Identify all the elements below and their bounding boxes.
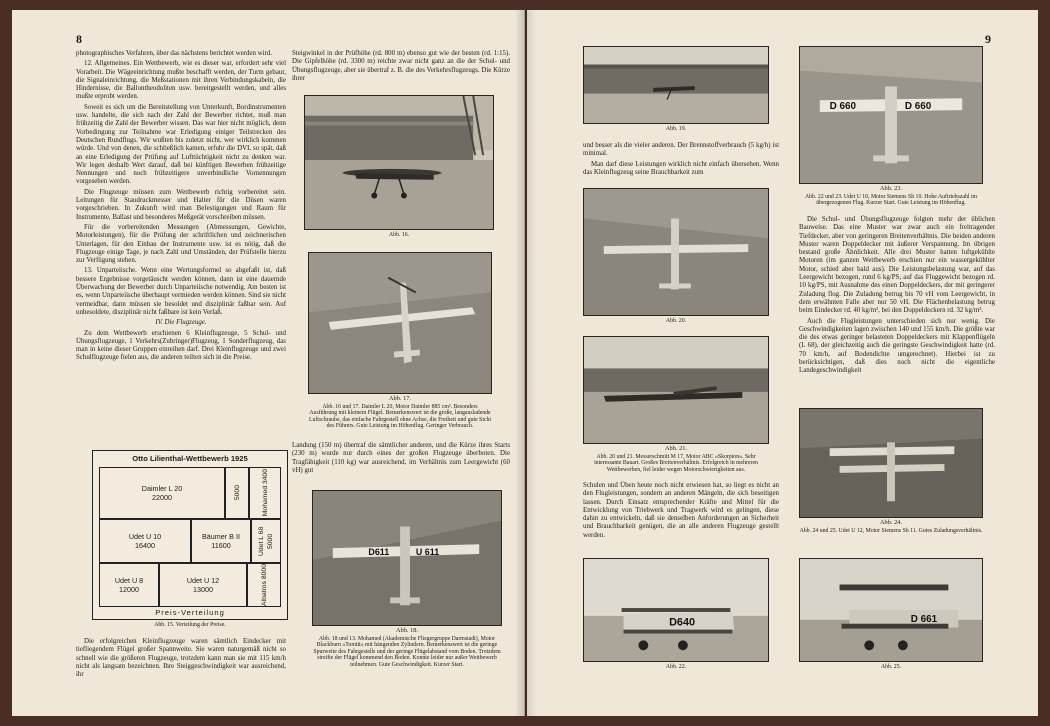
paragraph: Steigwinkel in der Prüfhöhe (rd. 800 m) ebenso gut wie der besten (rd. 1:15). Die Gipfelhöhe (rd. 3300 m) reichte zwar nicht ganz an die der Schul- und Übungsflugzeuge, aber sie übertraf z. B. die des Verkehrsflugzeugs. Die Kürze ihrer	[292, 50, 510, 82]
registration-mark: D611	[368, 547, 390, 558]
caption-text: Abb. 18 und 13. Mohamed (Akademische Fliegergruppe Darmstadt), Motor Blackburn »Tomtit« mit hängenden Zylindern. Bemerkenswert ist die geringe Spurweite des Fahrgestells und der geringe Flügelabstand vom Boden. Trotzdem streifte der Flügel kommend den Boden. Konnte leider nur außer Wettbewerb teilnehmen. Gute Geschwindigkeit. Kurzer Start.	[313, 635, 501, 668]
page-number: 9	[985, 32, 991, 46]
right-page	[527, 10, 1038, 716]
prize-cell: Udet U 8 12000	[99, 563, 159, 607]
figure-number: Abb. 21.	[664, 445, 688, 452]
figure-caption	[312, 628, 502, 669]
registration-mark: U 611	[415, 547, 440, 558]
paragraph: 12. Allgemeines. Ein Wettbewerb, wie es dieser war, erfordert sehr viel Vorarbeit. Die Wägeeinrichtung mußte beschafft werden, der Turm gebaut, die Signaleinrichtung, die Meßstationen mit ihren Verbindungskabeln, die Hindernisse, die Ballontheodoliten usw. bereitgestellt werden, und alles mußte erprobt werden.	[76, 60, 286, 101]
figure-number: Abb. 18.	[395, 627, 419, 634]
registration-mark: D640	[669, 616, 696, 629]
prize-distribution-chart	[92, 450, 288, 620]
chart-footer: Preis-Verteilung	[155, 608, 225, 617]
paragraph: und besser als die vieler anderen. Der Brennstoffverbrauch (5 kg/h) ist minimal.	[583, 142, 779, 158]
prize-cell: Daimler L 20 22000	[99, 467, 225, 519]
prize-cell: Bäumer B II 11600	[191, 519, 251, 563]
prize-cell: Albatros 8000	[247, 563, 281, 607]
caption-text: Abb. 22 und 23. Udet U 10, Motor Siemens Sh 10. Hohe Auftriebszahl im übergezogenen Flug. Kurzer Start. Gute Leistung im Höhenflug.	[804, 193, 978, 207]
left-column-2-top	[292, 50, 510, 85]
right-column-2	[799, 216, 995, 378]
prize-cell: Udet L 68 5000	[251, 519, 281, 563]
paragraph: Soweit es sich um die Bereitstellung von Unterkunft, Bordinstrumenten usw. handelte, die sich nach der Zahl der Bewerber richtet, muß man frühzeitig die Zahl der Bewerber wissen. Das war hier nicht möglich, denn Vorbedingung zur Teilnahme war Erledigung einiger Teilstrecken des Deutschen Rundflugs. Wir wußten bis zuletzt nicht, wer wirklich kommen würde. Und von denen, die schließlich kamen, erfuhr die DVL so spät, daß an eine Erledigung der Prüfung auf Lufttüchtigkeit nicht zu denken war. Wir legen deshalb Wert darauf, daß bei künftigen Bewerben frühzeitige Nennungen und noch frühzeitigere unverbindliche Vornennungen vorgesehen werden.	[76, 103, 286, 186]
photo-fig23	[799, 46, 983, 184]
paragraph: Zu dem Wettbewerb erschienen 6 Kleinflugzeuge, 5 Schul- und Übungsflugzeuge, 1 Verkehrs(Zubringer)Flugzeug, 1 Sonderflugzeug, das man in keine dieser Gruppen einreihen darf. Drei Kleinflugzeuge und zwei Schulflugzeuge fielen aus, die anderen teilten sich in die Preise.	[76, 329, 286, 362]
prize-cell: Mohamed 3400	[249, 467, 281, 519]
caption-text: Abb. 24 und 25. Udet U 12, Motor Siemens Sh 11. Gutes Zuladungsverhältnis.	[799, 527, 983, 534]
figure-number: Abb. 17.	[388, 395, 412, 402]
chart-title: Otto Lilienthal-Wettbewerb 1925	[132, 454, 248, 463]
paragraph: Die erfolgreichen Kleinflugzeuge waren sämtlich Eindecker mit tiefliegendem Flügel großer Spannweite. Sie waren naturgemäß nicht so schnell wie die größeren Flugzeuge, trotzdem kann man sie mit 115 km/h nicht als langsam bezeichnen. Ihre Steiggeschwindigkeit war ausreichend, ihr	[76, 638, 286, 679]
caption-text: Abb. 16 und 17. Daimler L 20, Motor Daimler 885 cm³. Besonders Ausführung mit kleinem Flügel. Bemerkenswert ist die große, langausladende Luftschraube, das einfache Fahrgestell ohne Achse, die Freiheit und gute Sicht des Führers. Gute Leistung im Höhenflug. Geringer Verbrauch.	[308, 403, 492, 430]
paragraph: Die Flugzeuge müssen zum Wettbewerb richtig vorbereitet sein. Leitungen für Staudruckmesser und Halter für die Düsen waren vorgeschrieben. In Zukunft wird man Befestigungen und Raum für Instrumente, Ballast und besonderes Meßgerät vorschreiben müssen.	[76, 188, 286, 221]
figure-caption: Abb. 22.	[665, 664, 687, 670]
registration-mark: D 660	[904, 101, 932, 113]
right-column-1-bottom	[583, 482, 779, 542]
photo-fig18	[312, 490, 502, 626]
left-column-1-bottom	[76, 638, 286, 681]
figure-caption: Abb. 19.	[665, 126, 687, 132]
photo-fig21	[583, 336, 769, 444]
registration-mark: D 660	[829, 101, 857, 113]
photo-fig17	[308, 252, 492, 394]
figure-caption: Abb. 25.	[880, 664, 902, 670]
photo-fig19	[583, 46, 769, 124]
photo-fig25	[799, 558, 983, 662]
paragraph: 13. Unparteiische. Wenn eine Wertungsformel so abgefaßt ist, daß bessere Ergebnisse vorgetäuscht werden können, dann ist eine dauernde Überwachung der Bewerber durch Unparteiische notwendig. Am besten ist es, wenn Unparteiische überhaupt vermieden werden können. Sind sie nicht vermeidbar, dann müssen sie besoldet und disziplinär faßbar sein. Auf unbesoldete, disziplinär nicht faßbare ist kein Verlaß.	[76, 267, 286, 316]
page-number: 8	[76, 32, 82, 46]
paragraph: Man darf diese Leistungen wirklich nicht einfach übersehen. Wenn das Kleinflugzeug seine Brauchbarkeit zum	[583, 160, 779, 176]
prize-cell: 5000	[225, 467, 249, 519]
caption-text: Abb. 20 und 21. Messerschmitt M 17, Motor ABC »Skorpion«. Sehr interessante Bauart. Großes Breitenverhältnis. Erfolgreich in mehreren Wettbewerben, fiel leider wegen Motorschwierigkeiten aus.	[594, 453, 758, 473]
paragraph: Für die vorbereitenden Messungen (Abmessungen, Gewichte, Motorleistungen), für die Prüfung der schriftlichen und zeichnerischen Unterlagen, für den Einbau der Instrumente usw. ist es nötig, daß die Flugzeuge einige Tage, je nach Zahl und Umständen, der Prüfstelle hierzu zur Verfügung stehen.	[76, 223, 286, 265]
section-heading: IV. Die Flugzeuge.	[155, 319, 207, 327]
right-column-1-top	[583, 142, 779, 179]
left-page	[12, 10, 525, 716]
figure-number: Abb. 23.	[879, 185, 903, 192]
figure-caption: Abb. 16.	[388, 232, 410, 238]
figure-number: Abb. 24.	[879, 519, 903, 526]
figure-caption	[799, 520, 983, 534]
figure-caption	[308, 396, 492, 430]
photo-fig20	[583, 188, 769, 316]
figure-caption	[583, 446, 769, 473]
left-column-1	[76, 50, 286, 365]
paragraph: Die Schul- und Übungsflugzeuge folgten mehr der üblichen Bauweise. Das eine Muster war zwar auch ein freitragender Tiefdecker, aber von geringeren Breitenverhältnis. Die beiden anderen Muster waren Doppeldecker mit äußerer Verspannung. Im übrigen bestand große Ähnlichkeit. Alle drei Muster hatten luftgekühlte Motoren (im ganzen Wettbewerb erschien nur ein wassergekühlter Motor, schied aber bald aus). Die Leistungsbelastung war, auf das Leergewicht bezogen, rund 6 kg/PS, auf das Fluggewicht bezogen rd. 10 kg/PS, mit Ausnahme des einen Doppeldeckers, der mit geringerer Zuladung flog. Die Zuladung betrug bis 70 vH vom Leergewicht, in dem erwähnten Falle aber nur 50 vH. Die Flächenbelastung betrug beim Eindecker rd. 40 kg/m², bei den Doppeldeckern rd. 32 kg/m².	[799, 216, 995, 315]
paragraph: Schulen und Üben heute noch nicht erwiesen hat, so liegt es nicht an den Flugleistungen, sondern an anderen Mängeln, die sich beseitigen lassen. Durch Einsatz entsprechender Kräfte und Mittel für die Entwicklung von Triebwerk und Tragwerk wird es gelingen, diese dahin zu entwickeln, daß sie denselben Anforderungen an Sicherheit und Brauchbarkeit genügen, die an alle anderen Flugzeuge gestellt werden.	[583, 482, 779, 539]
paragraph: Landung (150 m) übertraf die sämtlicher anderen, und die Kürze ihres Starts (230 m) wurde nur durch eines der großen Flugzeuge überboten. Die Tragfähigkeit (110 kg) war ausreichend, im Verhältnis zum Leergewicht (60 vH) gut	[292, 442, 510, 474]
photo-fig22	[583, 558, 769, 662]
photo-fig24	[799, 408, 983, 518]
photo-fig16	[304, 95, 494, 230]
figure-caption: Abb. 20.	[665, 318, 687, 324]
left-column-2-mid	[292, 442, 510, 477]
prize-cell: Udet U 10 16400	[99, 519, 191, 563]
prize-cell: Udet U 12 13000	[159, 563, 247, 607]
figure-caption	[799, 186, 983, 207]
registration-mark: D 661	[910, 613, 938, 625]
paragraph: Auch die Flugleistungen unterschieden sich nur wenig. Die Geschwindigkeiten lagen zwischen 140 und 155 km/h. Die größte war die des etwas geringer belasteten Doppeldeckers mit Klappenflügeln (L 68), der gleichzeitig auch die geringste Geschwindigkeit hatte (rd. 70 km/h, auf Bodendichte umgerechnet). Hierbei ist zu berücksichtigen, daß dies noch nicht die eigentliche Landegeschwindigkeit	[799, 317, 995, 375]
paragraph: photographisches Verfahren, über das nächstens berichtet werden wird.	[76, 50, 272, 57]
figure-caption: Abb. 15. Verteilung der Preise.	[154, 622, 226, 628]
